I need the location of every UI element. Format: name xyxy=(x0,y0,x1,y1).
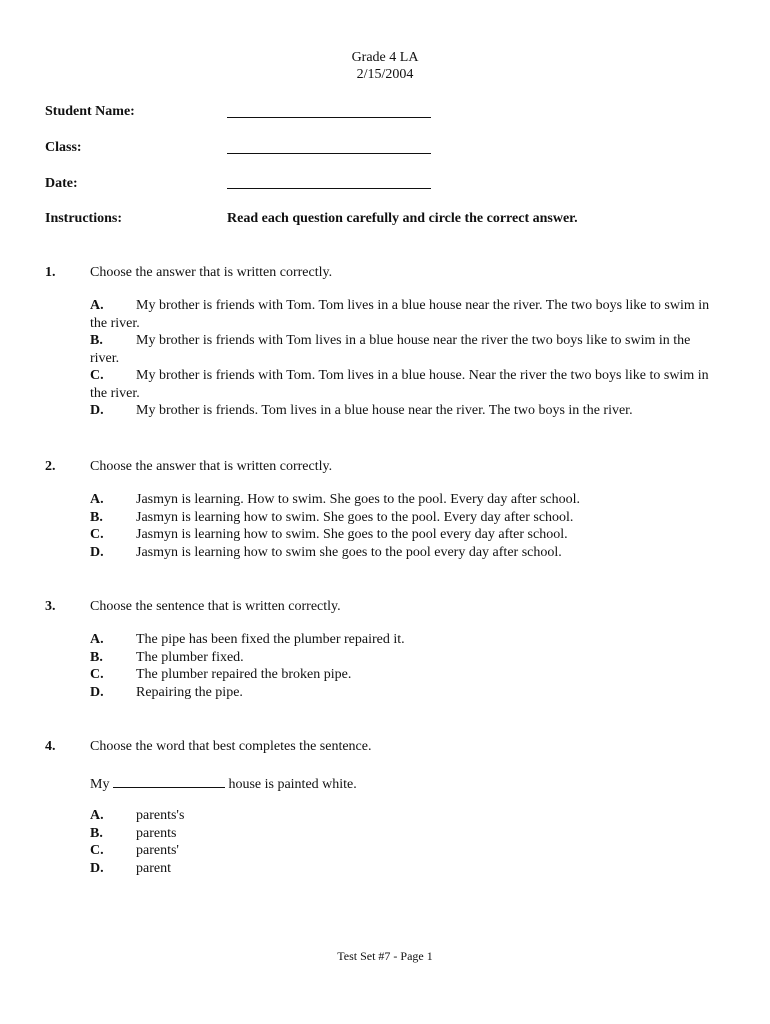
option-letter: D. xyxy=(90,545,104,561)
option-letter: C. xyxy=(90,527,104,543)
option-letter: D. xyxy=(90,861,104,877)
option-text: My brother is friends with Tom lives in a blue house near the river the two boys like to swim in the river. xyxy=(90,333,691,366)
option-letter: C. xyxy=(90,667,104,683)
question-3-option-d xyxy=(90,684,405,702)
option-text: Repairing the pipe. xyxy=(136,685,243,701)
question-1-option-c xyxy=(90,367,715,402)
student-name-label: Student Name: xyxy=(45,104,135,119)
sentence-blank xyxy=(113,775,225,788)
question-3-options xyxy=(90,631,405,702)
question-4-sentence xyxy=(90,775,357,793)
question-4-option-b xyxy=(90,825,184,843)
option-text: parents xyxy=(136,825,177,841)
question-3-option-a xyxy=(90,631,405,649)
page-footer: Test Set #7 - Page 1 xyxy=(337,949,433,963)
option-text: parents' xyxy=(136,843,179,859)
option-letter: B. xyxy=(90,649,103,665)
option-letter: B. xyxy=(90,333,103,348)
option-letter: B. xyxy=(90,825,103,841)
option-text: Jasmyn is learning how to swim she goes to the pool every day after school. xyxy=(136,545,562,561)
date-blank xyxy=(227,188,431,189)
question-1-options xyxy=(90,297,715,420)
date-label: Date: xyxy=(45,176,78,191)
question-3-prompt: Choose the sentence that is written correctly. xyxy=(90,599,341,614)
option-text: Jasmyn is learning. How to swim. She goes to the pool. Every day after school. xyxy=(136,492,581,507)
question-4-option-a xyxy=(90,807,184,825)
question-4-prompt: Choose the word that best completes the sentence. xyxy=(90,739,372,754)
question-4-options xyxy=(90,807,184,878)
question-4-option-c xyxy=(90,842,184,860)
option-letter: C. xyxy=(90,843,104,859)
question-3-number: 3. xyxy=(45,599,56,614)
class-blank xyxy=(227,153,431,154)
class-label: Class: xyxy=(45,140,82,155)
question-1-prompt: Choose the answer that is written correctly. xyxy=(90,265,333,280)
option-text: Jasmyn is learning how to swim. She goes to the pool every day after school. xyxy=(136,527,568,543)
student-name-blank xyxy=(227,117,431,118)
question-4-number: 4. xyxy=(45,739,56,754)
option-text: The pipe has been fixed the plumber repaired it. xyxy=(136,632,405,647)
sentence-start: My xyxy=(90,777,110,792)
question-2-number: 2. xyxy=(45,459,56,474)
option-letter: B. xyxy=(90,509,103,525)
page-date: 2/15/2004 xyxy=(356,67,414,82)
option-text: My brother is friends with Tom. Tom lives in a blue house. Near the river the two boys like to swim in the river. xyxy=(90,368,709,401)
question-2-option-a xyxy=(90,491,580,509)
option-letter: A. xyxy=(90,492,104,507)
question-2-prompt: Choose the answer that is written correctly. xyxy=(90,459,333,474)
option-text: My brother is friends with Tom. Tom lives in a blue house near the river. The two boys like to swim in the river. xyxy=(90,298,710,331)
option-letter: A. xyxy=(90,632,104,647)
question-1-option-a xyxy=(90,297,715,332)
option-letter: A. xyxy=(90,808,104,823)
question-2-option-c xyxy=(90,526,580,544)
question-2-option-b xyxy=(90,509,580,527)
question-4-option-d xyxy=(90,860,184,878)
option-text: My brother is friends. Tom lives in a blue house near the river. The two boys in the river. xyxy=(136,403,633,418)
sentence-end: house is painted white. xyxy=(228,777,357,792)
option-text: parent xyxy=(136,861,171,877)
instructions-text: Read each question carefully and circle the correct answer. xyxy=(227,211,578,226)
option-letter: D. xyxy=(90,403,104,418)
question-3-option-b xyxy=(90,649,405,667)
option-text: parents's xyxy=(136,808,185,823)
question-1-option-d xyxy=(90,402,715,420)
page-title: Grade 4 LA xyxy=(351,50,419,65)
question-2-options xyxy=(90,491,580,562)
option-letter: C. xyxy=(90,368,104,383)
option-text: The plumber fixed. xyxy=(136,649,244,665)
question-2-option-d xyxy=(90,544,580,562)
option-text: The plumber repaired the broken pipe. xyxy=(136,667,352,683)
question-1-option-b xyxy=(90,332,715,367)
option-letter: A. xyxy=(90,298,104,313)
question-1-number: 1. xyxy=(45,265,56,280)
option-text: Jasmyn is learning how to swim. She goes to the pool. Every day after school. xyxy=(136,509,574,525)
option-letter: D. xyxy=(90,685,104,701)
question-3-option-c xyxy=(90,666,405,684)
instructions-label: Instructions: xyxy=(45,211,123,226)
